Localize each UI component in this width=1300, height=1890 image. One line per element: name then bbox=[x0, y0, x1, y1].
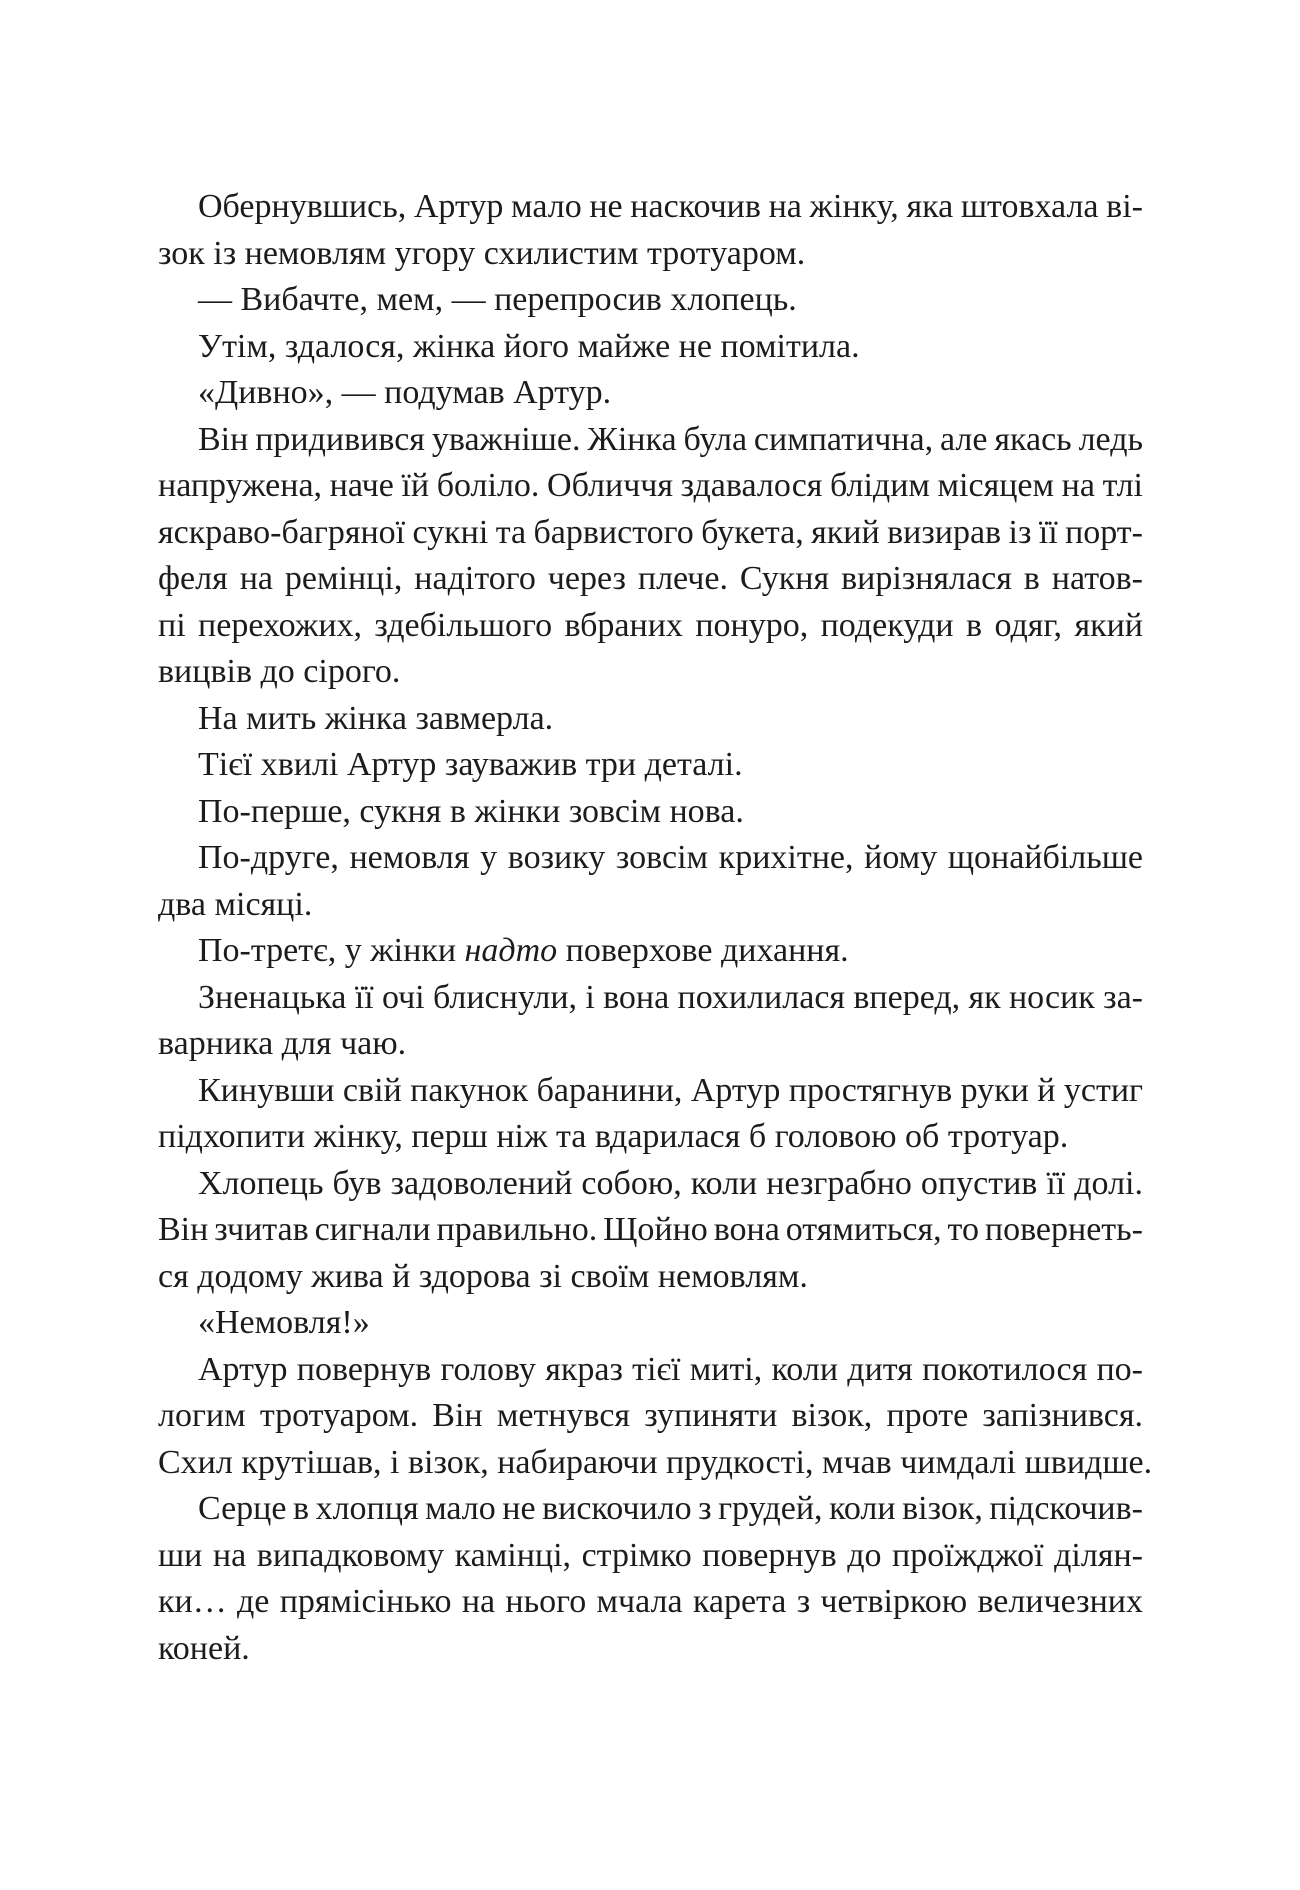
text-line bbox=[158, 1533, 1143, 1580]
text-segment: Він зчитав сигнали правильно. Щойно вона отямиться, то повернеть- bbox=[158, 1211, 1143, 1248]
text-line bbox=[158, 1347, 1143, 1394]
text-segment: яскраво-багряної сукні та барвистого букета, який визирав із її порт- bbox=[158, 513, 1143, 551]
text-line bbox=[158, 1626, 1143, 1673]
text-line bbox=[158, 277, 1143, 324]
text-line bbox=[158, 882, 1143, 929]
text-line bbox=[158, 556, 1143, 603]
text-segment: логим тротуаром. Він метнувся зупиняти візок, проте запізнився. bbox=[158, 1397, 1143, 1434]
text-line bbox=[158, 1254, 1143, 1301]
text-segment: Утім, здалося, жінка його майже не помітила. bbox=[198, 327, 860, 365]
text-segment: Схил крутішав, і візок, набираючи прудкості, мчав чимдалі швидше. bbox=[158, 1443, 1153, 1481]
text-segment: Серце в хлопця мало не вискочило з грудей, коли візок, підскочив- bbox=[198, 1490, 1143, 1527]
text-line bbox=[158, 1579, 1143, 1626]
text-segment: коней. bbox=[158, 1629, 250, 1667]
text-segment: Обернувшись, Артур мало не наскочив на жінку, яка штовхала ві- bbox=[198, 188, 1143, 225]
text-segment: Тієї хвилі Артур зауважив три деталі. bbox=[198, 746, 743, 783]
text-line bbox=[158, 417, 1143, 464]
text-segment: вицвів до сірого. bbox=[158, 653, 401, 690]
text-line bbox=[158, 928, 1143, 975]
text-segment: По-друге, немовля у возику зовсім крихітне, йому щонайбільше bbox=[198, 839, 1143, 876]
text-segment: «Немовля!» bbox=[198, 1304, 370, 1341]
text-line bbox=[158, 1486, 1143, 1533]
text-segment: ся додому жива й здорова зі своїм немовлям. bbox=[158, 1257, 808, 1295]
text-line bbox=[158, 1021, 1143, 1068]
text-segment: пі перехожих, здебільшого вбраних понуро, подекуди в одяг, який bbox=[158, 606, 1143, 644]
text-line bbox=[158, 324, 1143, 371]
text-line bbox=[158, 184, 1143, 231]
text-segment: ки… де прямісінько на нього мчала карета з четвіркою величезних bbox=[158, 1583, 1143, 1620]
text-line bbox=[158, 1207, 1143, 1254]
text-line bbox=[158, 1440, 1153, 1487]
text-segment: поверхове дихання. bbox=[557, 932, 849, 969]
text-line bbox=[158, 231, 1143, 278]
text-segment: зок із немовлям угору схилистим тротуаром. bbox=[158, 234, 806, 272]
text-line bbox=[158, 603, 1143, 650]
text-line bbox=[158, 1393, 1143, 1440]
text-line bbox=[158, 649, 1143, 696]
emphasized-word: надто bbox=[464, 932, 558, 969]
text-line bbox=[158, 835, 1143, 882]
text-segment: По-перше, сукня в жінки зовсім нова. bbox=[198, 792, 744, 830]
text-segment: Він придивився уважніше. Жінка була симпатична, але якась ледь bbox=[198, 420, 1143, 458]
text-segment: ши на випадковому камінці, стрімко повернув до проїжджої ділян- bbox=[158, 1536, 1143, 1574]
text-line bbox=[158, 1161, 1143, 1208]
text-line bbox=[158, 370, 1143, 417]
text-line bbox=[158, 1068, 1143, 1115]
text-segment: підхопити жінку, перш ніж та вдарилася б головою об тротуар. bbox=[158, 1118, 1069, 1155]
text-segment: Зненацька її очі блиснули, і вона похилилася вперед, як носик за- bbox=[198, 978, 1143, 1016]
text-line bbox=[158, 1300, 1143, 1347]
text-segment: напружена, наче їй боліло. Обличчя здавалося блідим місяцем на тлі bbox=[158, 467, 1143, 504]
text-line bbox=[158, 510, 1143, 557]
text-segment: Артур повернув голову якраз тієї миті, коли дитя покотилося по- bbox=[198, 1350, 1143, 1388]
text-segment: Кинувши свій пакунок баранини, Артур простягнув руки й устиг bbox=[198, 1071, 1143, 1109]
text-segment: Хлопець був задоволений собою, коли незграбно опустив її долі. bbox=[198, 1164, 1143, 1202]
text-segment: «Дивно», — подумав Артур. bbox=[198, 374, 612, 411]
text-segment: два місяці. bbox=[158, 885, 313, 923]
text-line bbox=[158, 742, 1143, 789]
text-segment: феля на ремінці, надітого через плече. Сукня вирізнялася в натов- bbox=[158, 560, 1143, 597]
text-line bbox=[158, 463, 1143, 510]
text-line bbox=[158, 975, 1143, 1022]
text-segment: По-третє, у жінки bbox=[198, 932, 465, 969]
text-segment: варника для чаю. bbox=[158, 1025, 407, 1062]
text-line bbox=[158, 696, 1143, 743]
text-segment: На мить жінка завмерла. bbox=[198, 699, 554, 737]
text-segment: — Вибачте, мем, — перепросив хлопець. bbox=[198, 281, 797, 318]
page-text bbox=[158, 184, 1153, 1672]
text-line bbox=[158, 1114, 1143, 1161]
text-line bbox=[158, 789, 1143, 836]
